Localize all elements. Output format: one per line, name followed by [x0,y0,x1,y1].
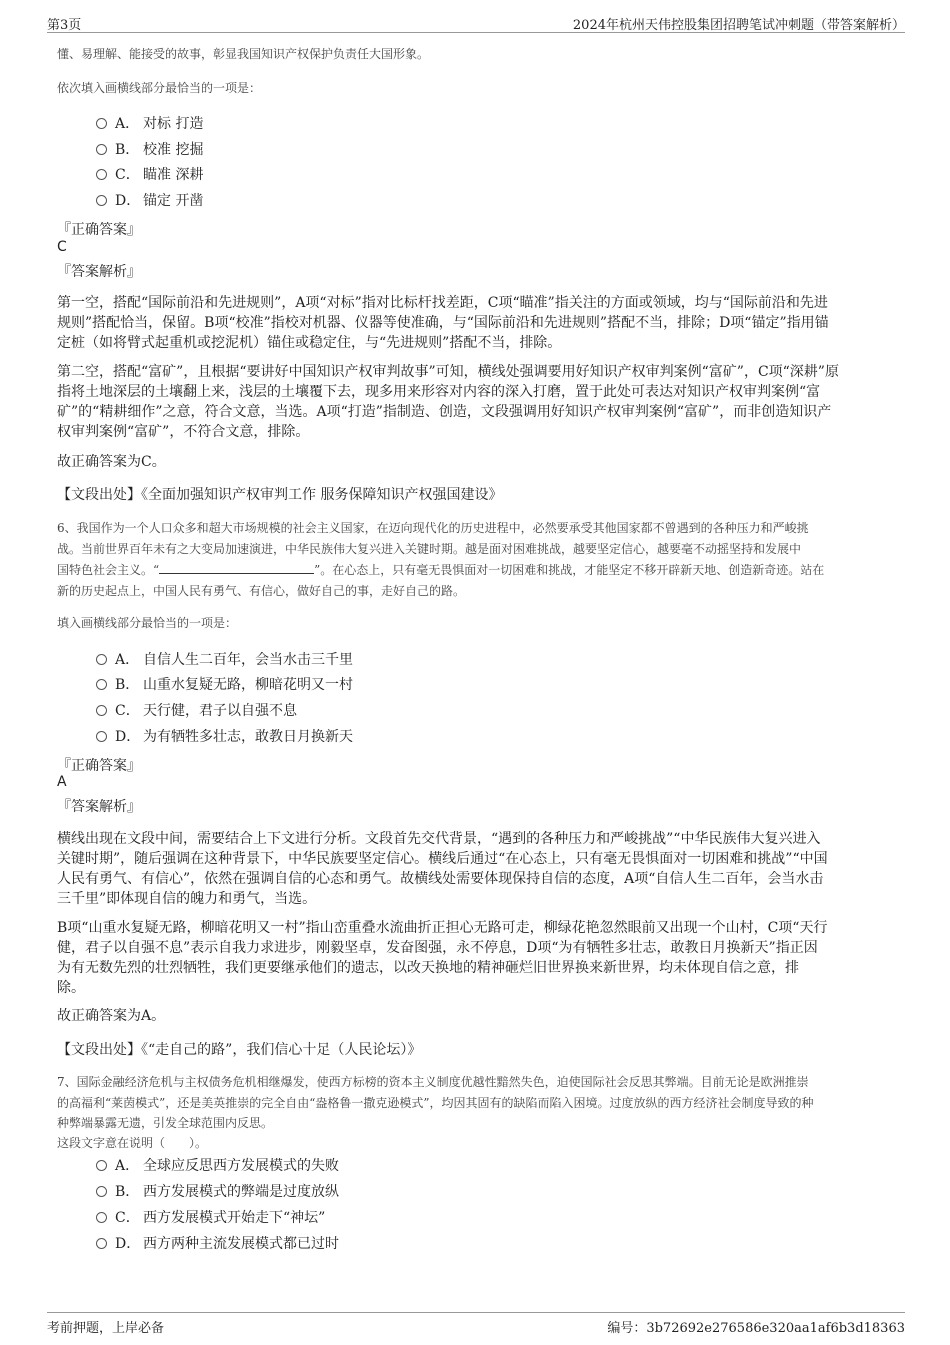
q6-analysis-2-line-4: 除。 [57,980,85,996]
q5-option-d[interactable]: D． 锚定 开凿 [96,190,203,212]
radio-icon[interactable] [96,195,107,206]
radio-icon[interactable] [96,731,107,742]
page-footer [47,1312,905,1338]
q7-stem-line-2: 的高福利“莱茵模式”，还是美英推崇的完全自由“盎格鲁一撒克逊模式”，均因其固有的缺陷而陷入困境。过度放纵的西方经济社会制度导致的种 [57,1096,814,1110]
q6-stem-line-1: 6、我国作为一个人口众多和超大市场规模的社会主义国家，在迈向现代化的历史进程中，必然要承受其他国家都不曾遇到的各种压力和严峻挑 [57,521,809,535]
q5-conclusion: 故正确答案为C。 [57,454,166,470]
radio-icon[interactable] [96,1160,107,1171]
q7-option-a[interactable]: A． 全球应反思西方发展模式的失败 [96,1155,339,1177]
q6-answer: A [57,774,67,790]
q7-option-b[interactable]: B． 西方发展模式的弊端是过度放纵 [96,1181,339,1203]
q5-option-a[interactable]: A． 对标 打造 [96,113,203,135]
q7-prompt: 这段文字意在说明（ ）。 [57,1136,208,1150]
page-number: 第3页 [47,18,82,33]
q5-source: 【文段出处】《全面加强知识产权审判工作 服务保障知识产权强国建设》 [57,487,503,503]
q6-answer-label: 『正确答案』 [57,758,141,774]
q6-prompt: 填入画横线部分最恰当的一项是： [57,616,238,630]
q5-analysis-1-line-3: 定桩（如将臂式起重机或挖泥机）锚住或稳定住，与“先进规则”搭配不当，排除。 [57,335,562,351]
radio-icon[interactable] [96,144,107,155]
footer-slogan: 考前押题，上岸必备 [47,1321,165,1336]
q5-analysis-2-line-1: 第二空，搭配“富矿”，且根据“要讲好中国知识产权审判故事”可知，横线处强调要用好知识产权审判案例“富矿”，C项“深耕”原 [57,364,839,380]
q7-option-c[interactable]: C． 西方发展模式开始走下“神坛” [96,1207,325,1229]
q6-option-d[interactable]: D． 为有牺牲多壮志，敢教日月换新天 [96,726,353,748]
radio-icon[interactable] [96,1186,107,1197]
q6-stem-line-4: 新的历史起点上，中国人民有勇气、有信心，做好自己的事，走好自己的路。 [57,584,466,598]
q6-analysis-1-line-3: 人民有勇气、有信心”，依然在强调自信的心态和勇气。故横线处需要体现保持自信的态度，A项“自信人生二百年，会当水击 [57,871,824,887]
q5-analysis-2-line-3: 矿”的“精耕细作”之意，符合文意，当选。A项“打造”指制造、创造，文段强调用好知识产权审判案例“富矿”，而非创造知识产 [57,404,832,420]
q5-analysis-1-line-1: 第一空，搭配“国际前沿和先进规则”，A项“对标”指对比标杆找差距，C项“瞄准”指关注的方面或领域，均与“国际前沿和先进 [57,295,828,311]
q6-stem-line-3: 国特色社会主义。“ ”。在心态上，只有毫无畏惧面对一切困难和挑战，才能坚定不移开辟新天地、创造新奇迹。站在 [57,563,825,577]
q6-analysis-1-line-1: 横线出现在文段中间，需要结合上下文进行分析。文段首先交代背景，“遇到的各种压力和严峻挑战”“中华民族伟大复兴进入 [57,831,821,847]
document-serial: 编号：3b72692e276586e320aa1af6b3d18363 [607,1321,905,1336]
q6-option-b[interactable]: B． 山重水复疑无路，柳暗花明又一村 [96,674,353,696]
q6-conclusion: 故正确答案为A。 [57,1008,166,1024]
q6-analysis-2-line-3: 为有无数先烈的壮烈牺牲，我们更要继承他们的遗志，以改天换地的精神砸烂旧世界换来新世界，均未体现自信之意，排 [57,960,799,976]
q5-answer-label: 『正确答案』 [57,222,141,238]
q6-stem-line-2: 战。当前世界百年未有之大变局加速演进，中华民族伟大复兴进入关键时期。越是面对困难挑战，越要坚定信心，越要毫不动摇坚持和发展中 [57,542,802,556]
q5-analysis-2-line-2: 指将土地深层的土壤翻上来，浅层的土壤覆下去，现多用来形容对内容的深入打磨，置于此处可表达对知识产权审判案例“富 [57,384,821,400]
q6-source: 【文段出处】《“走自己的路”，我们信心十足（人民论坛）》 [57,1042,422,1058]
q6-analysis-2-line-1: B项“山重水复疑无路，柳暗花明又一村”指山峦重叠水流曲折正担心无路可走，柳绿花艳忽然眼前又出现一个山村，C项“天行 [57,920,828,936]
q6-option-c[interactable]: C． 天行健，君子以自强不息 [96,700,297,722]
q7-option-d[interactable]: D． 西方两种主流发展模式都已过时 [96,1233,339,1255]
q7-stem-line-3: 种弊端暴露无遗，引发全球范围内反思。 [57,1116,274,1130]
q6-option-a[interactable]: A． 自信人生二百年，会当水击三千里 [96,649,353,671]
q5-prompt: 依次填入画横线部分最恰当的一项是： [57,81,262,95]
q7-stem-line-1: 7、国际金融经济危机与主权债务危机相继爆发，使西方标榜的资本主义制度优越性黯然失色，迫使国际社会反思其弊端。目前无论是欧洲推崇 [57,1075,809,1089]
q6-analysis-label: 『答案解析』 [57,799,141,815]
radio-icon[interactable] [96,169,107,180]
q5-option-c[interactable]: C． 瞄准 深耕 [96,164,203,186]
q6-analysis-1-line-2: 关键时期”，随后强调在这种背景下，中华民族要坚定信心。横线后通过“在心态上，只有毫无畏惧面对一切困难和挑战”“中国 [57,851,828,867]
document-title: 2024年杭州天伟控股集团招聘笔试冲刺题（带答案解析） [572,18,905,33]
q6-analysis-1-line-4: 三千里”即体现自信的魄力和勇气，当选。 [57,891,317,907]
fill-blank [159,561,314,574]
radio-icon[interactable] [96,1238,107,1249]
q5-option-b[interactable]: B． 校准 挖掘 [96,139,203,161]
page-header [47,12,905,33]
radio-icon[interactable] [96,679,107,690]
q5-analysis-label: 『答案解析』 [57,264,141,280]
q5-analysis-1-line-2: 规则”搭配恰当，保留。B项“校准”指校对机器、仪器等使准确，与“国际前沿和先进规则”搭配不当，排除；D项“锚定”指用锚 [57,315,829,331]
q5-answer: C [57,239,67,255]
radio-icon[interactable] [96,118,107,129]
q5-analysis-2-line-4: 权审判案例“富矿”，不符合文意，排除。 [57,424,310,440]
q5-passage-tail: 懂、易理解、能接受的故事，彰显我国知识产权保护负责任大国形象。 [57,47,430,61]
radio-icon[interactable] [96,1212,107,1223]
q6-analysis-2-line-2: 健，君子以自强不息”表示自我力求进步，刚毅坚卓，发奋图强，永不停息，D项“为有牺牲多壮志，敢教日月换新天”指正因 [57,940,818,956]
radio-icon[interactable] [96,654,107,665]
radio-icon[interactable] [96,705,107,716]
